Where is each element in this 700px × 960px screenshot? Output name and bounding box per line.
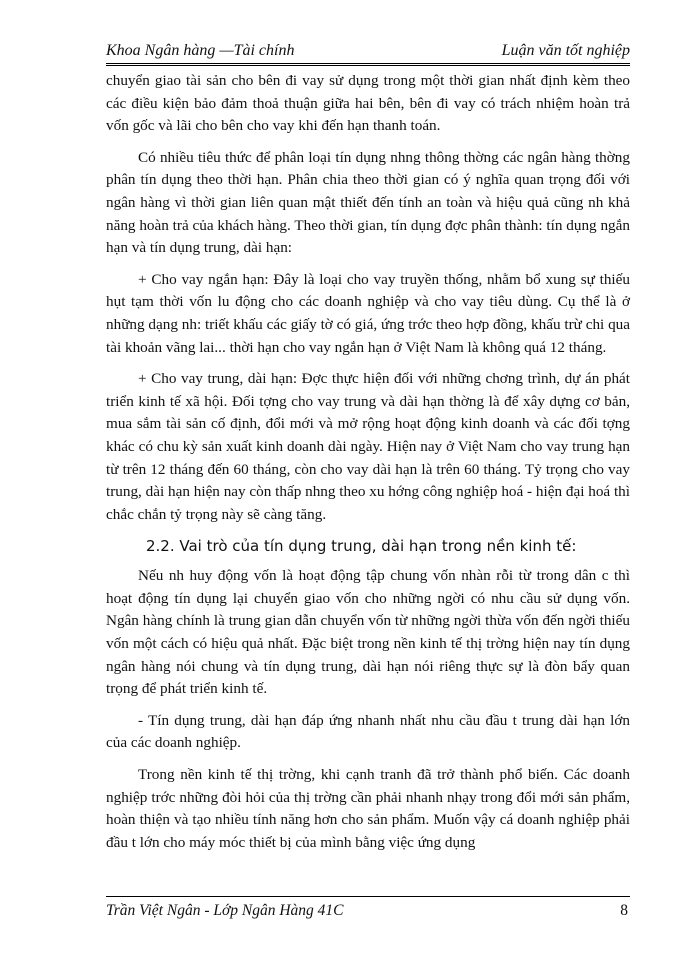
paragraph-short-term: + Cho vay ngắn hạn: Đây là loại cho vay truyền thống, nhằm bổ xung sự thiếu hụt tạm thời vốn lu động cho các doanh nghiệp và cho vay tiêu dùng. Cụ thể là ở những dạng nh: triết khấu các giấy tờ có giá, ứng trớc theo hợp đồng, khấu trừ chi qua tài khoản vãng lai... thời hạn cho vay ngắn hạn ở Việt Nam là không quá 12 tháng.: [106, 270, 630, 356]
page-footer: [106, 896, 630, 926]
paragraph-medium-long-term: + Cho vay trung, dài hạn: Đợc thực hiện đối với những chơng trình, dự án phát triển kinh tế xã hội. Đối tợng cho vay trung và dài hạn thờng là để xây dựng cơ bản, mua sắm tài sản cố định, đổi mới và mở rộng hoạt động kinh doanh và các đối tợng khác có chu kỳ sản xuất kinh doanh dài ngày. Hiện nay ở Việt Nam cho vay trung hạn từ trên 12 tháng đến 60 tháng, còn cho vay dài hạn là trên 60 tháng. Tỷ trọng cho vay trung, dài hạn hiện nay còn thấp nhng theo xu hớng công nghiệp hoá - hiện đại hoá thì chắc chắn tỷ trọng này sẽ càng tăng.: [106, 370, 630, 523]
header-thesis-label: Luận văn tốt nghiệp: [501, 42, 630, 59]
page-body: [106, 70, 630, 863]
footer-author: Trần Việt Ngân - Lớp Ngân Hàng 41C: [106, 902, 344, 919]
footer-rule: [106, 896, 630, 897]
header-faculty: Khoa Ngân hàng —Tài chính: [106, 42, 295, 59]
section-heading: 2.2. Vai trò của tín dụng trung, dài hạn trong nền kinh tế:: [146, 537, 577, 556]
paragraph-investment-needs: - Tín dụng trung, dài hạn đáp ứng nhanh nhất nhu cầu đầu t trung dài hạn lớn của các doanh nghiệp.: [106, 711, 630, 752]
header-rule-double: [106, 65, 630, 66]
page-header: [106, 40, 630, 66]
paragraph-continuation: chuyển giao tài sản cho bên đi vay sử dụng trong một thời gian nhất định kèm theo các điều kiện bảo đảm thoả thuận giữa hai bên, bên đi vay có trách nhiệm hoàn trả vốn gốc và lãi cho bên cho vay khi đến hạn thanh toán.: [106, 72, 630, 135]
paragraph-classification: Có nhiều tiêu thức để phân loại tín dụng nhng thông thờng các ngân hàng thờng phân tín dụng theo thời hạn. Phân chia theo thời gian có ý nghĩa quan trọng đối với ngân hàng vì thời gian liên quan mật thiết đến tính an toàn và hiệu quả cũng nh khả năng hoàn trả của khách hàng. Theo thời gian, tín dụng đợc phân thành: tín dụng ngắn hạn và tín dụng trung, dài hạn:: [106, 148, 630, 257]
page-number: 8: [620, 902, 628, 919]
paragraph-capital-mobilization: Nếu nh huy động vốn là hoạt động tập chung vốn nhàn rỗi từ trong dân c thì hoạt động tín dụng lại chuyển giao vốn cho những ngời có nhu cầu sử dụng vốn. Ngân hàng chính là trung gian dẫn chuyển vốn từ những ngời thừa vốn đến ngời thiếu vốn một cách có hiệu quả nhất. Đặc biệt trong nền kinh tế thị trờng hiện nay tín dụng ngân hàng nói chung và tín dụng trung, dài hạn nói riêng thực sự là đòn bẩy quan trọng để phát triển kinh tế.: [106, 567, 630, 698]
header-rule: [106, 63, 630, 64]
paragraph-market-economy: Trong nền kinh tế thị trờng, khi cạnh tranh đã trở thành phổ biến. Các doanh nghiệp trớc những đòi hỏi của thị trờng cần phải nhanh nhạy trong đổi mới sản phẩm, hoàn thiện và tạo nhiều tính năng hơn cho sản phẩm. Muốn vậy cá doanh nghiệp phải đầu t lớn cho máy móc thiết bị của mình bằng việc ứng dụng: [106, 766, 630, 851]
